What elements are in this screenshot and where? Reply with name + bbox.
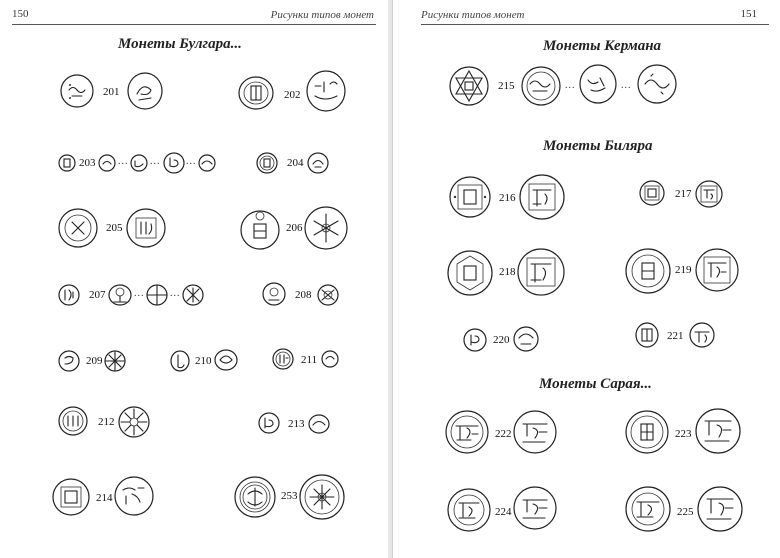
- separator-dots: ...: [134, 288, 145, 299]
- figure-number-208: 208: [295, 289, 312, 301]
- coin-drawing-icon: [521, 66, 561, 106]
- figure-number-203: 203: [79, 157, 96, 169]
- coin-drawing-icon: [118, 406, 150, 438]
- coin-drawing-icon: [127, 72, 163, 110]
- separator-dots: ...: [118, 156, 129, 167]
- coin-drawing-icon: [449, 176, 491, 218]
- coin-drawing-icon: [52, 478, 90, 516]
- header-rule-right: [421, 24, 769, 25]
- coin-drawing-icon: [262, 282, 286, 306]
- separator-dots: ...: [150, 156, 161, 167]
- coin-drawing-icon: [449, 66, 489, 106]
- coin-drawing-icon: [308, 414, 330, 434]
- coin-drawing-icon: [635, 322, 659, 348]
- coin-drawing-icon: [114, 476, 154, 516]
- coin-drawing-icon: [60, 74, 94, 108]
- coin-drawing-icon: [639, 180, 665, 206]
- coin-drawing-icon: [513, 486, 557, 530]
- coin-drawing-icon: [163, 152, 185, 174]
- figure-number-223: 223: [675, 428, 692, 440]
- coin-drawing-icon: [238, 76, 274, 110]
- coin-drawing-icon: [104, 350, 126, 372]
- section-title-kerman: Монеты Кермана: [543, 38, 662, 54]
- figure-number-205: 205: [106, 222, 123, 234]
- figure-number-215: 215: [498, 80, 515, 92]
- figure-number-219: 219: [675, 264, 692, 276]
- section-title-saray: Монеты Сарая...: [539, 376, 652, 392]
- coin-drawing-icon: [240, 208, 280, 250]
- section-title-bulgar: Монеты Булгара...: [118, 36, 242, 52]
- figure-number-221: 221: [667, 330, 684, 342]
- figure-number-213: 213: [288, 418, 305, 430]
- coin-drawing-icon: [214, 348, 238, 372]
- figure-number-204: 204: [287, 157, 304, 169]
- figure-number-212: 212: [98, 416, 115, 428]
- separator-dots: ...: [621, 80, 632, 91]
- header-rule-left: [12, 24, 376, 25]
- figure-number-222: 222: [495, 428, 512, 440]
- coin-drawing-icon: [304, 206, 348, 250]
- figure-number-224: 224: [495, 506, 512, 518]
- coin-drawing-icon: [256, 152, 278, 174]
- figure-number-217: 217: [675, 188, 692, 200]
- coin-drawing-icon: [579, 64, 617, 104]
- coin-drawing-icon: [272, 348, 294, 370]
- coin-drawing-icon: [517, 248, 565, 296]
- section-title-bilyar: Монеты Биляра: [543, 138, 653, 154]
- coin-drawing-icon: [58, 284, 80, 306]
- figure-number-216: 216: [499, 192, 516, 204]
- coin-drawing-icon: [625, 410, 669, 454]
- coin-drawing-icon: [695, 408, 741, 454]
- coin-drawing-icon: [519, 174, 565, 220]
- figure-number-220: 220: [493, 334, 510, 346]
- coin-drawing-icon: [299, 474, 345, 520]
- coin-drawing-icon: [463, 328, 487, 352]
- running-head-left: Рисунки типов монет: [270, 9, 374, 21]
- coin-drawing-icon: [307, 152, 329, 174]
- coin-drawing-icon: [306, 70, 346, 112]
- coin-drawing-icon: [513, 326, 539, 352]
- coin-drawing-icon: [198, 154, 216, 172]
- coin-drawing-icon: [58, 350, 80, 372]
- coin-drawing-icon: [258, 412, 280, 434]
- coin-drawing-icon: [625, 248, 671, 294]
- coin-drawing-icon: [58, 154, 76, 172]
- figure-number-202: 202: [284, 89, 301, 101]
- figure-number-211: 211: [301, 354, 318, 366]
- figure-number-253: 253: [281, 490, 298, 502]
- separator-dots: ...: [170, 288, 181, 299]
- coin-drawing-icon: [317, 284, 339, 306]
- figure-number-218: 218: [499, 266, 516, 278]
- figure-number-210: 210: [195, 355, 212, 367]
- separator-dots: ...: [565, 80, 576, 91]
- coin-drawing-icon: [637, 64, 677, 104]
- coin-drawing-icon: [234, 476, 276, 518]
- coin-drawing-icon: [58, 406, 88, 436]
- figure-number-225: 225: [677, 506, 694, 518]
- figure-number-214: 214: [96, 492, 113, 504]
- figure-number-207: 207: [89, 289, 106, 301]
- coin-drawing-icon: [445, 410, 489, 454]
- figure-number-206: 206: [286, 222, 303, 234]
- coin-drawing-icon: [98, 154, 116, 172]
- coin-drawing-icon: [146, 284, 168, 306]
- figure-number-201: 201: [103, 86, 120, 98]
- page-number-right: 151: [740, 8, 757, 20]
- coin-drawing-icon: [130, 154, 148, 172]
- coin-drawing-icon: [513, 410, 557, 454]
- coin-drawing-icon: [108, 284, 132, 306]
- right-page: [392, 0, 780, 558]
- running-head-right: Рисунки типов монет: [421, 9, 525, 21]
- coin-drawing-icon: [447, 250, 493, 296]
- separator-dots: ...: [186, 156, 197, 167]
- coin-drawing-icon: [695, 180, 723, 208]
- coin-drawing-icon: [689, 322, 715, 348]
- coin-drawing-icon: [170, 350, 190, 372]
- figure-number-209: 209: [86, 355, 103, 367]
- page-number-left: 150: [12, 8, 29, 20]
- coin-drawing-icon: [625, 486, 671, 532]
- coin-drawing-icon: [182, 284, 204, 306]
- coin-drawing-icon: [58, 208, 98, 248]
- coin-drawing-icon: [321, 350, 339, 368]
- left-page: [0, 0, 389, 558]
- coin-drawing-icon: [697, 486, 743, 532]
- coin-drawing-icon: [695, 248, 739, 292]
- coin-drawing-icon: [447, 488, 491, 532]
- coin-drawing-icon: [126, 208, 166, 248]
